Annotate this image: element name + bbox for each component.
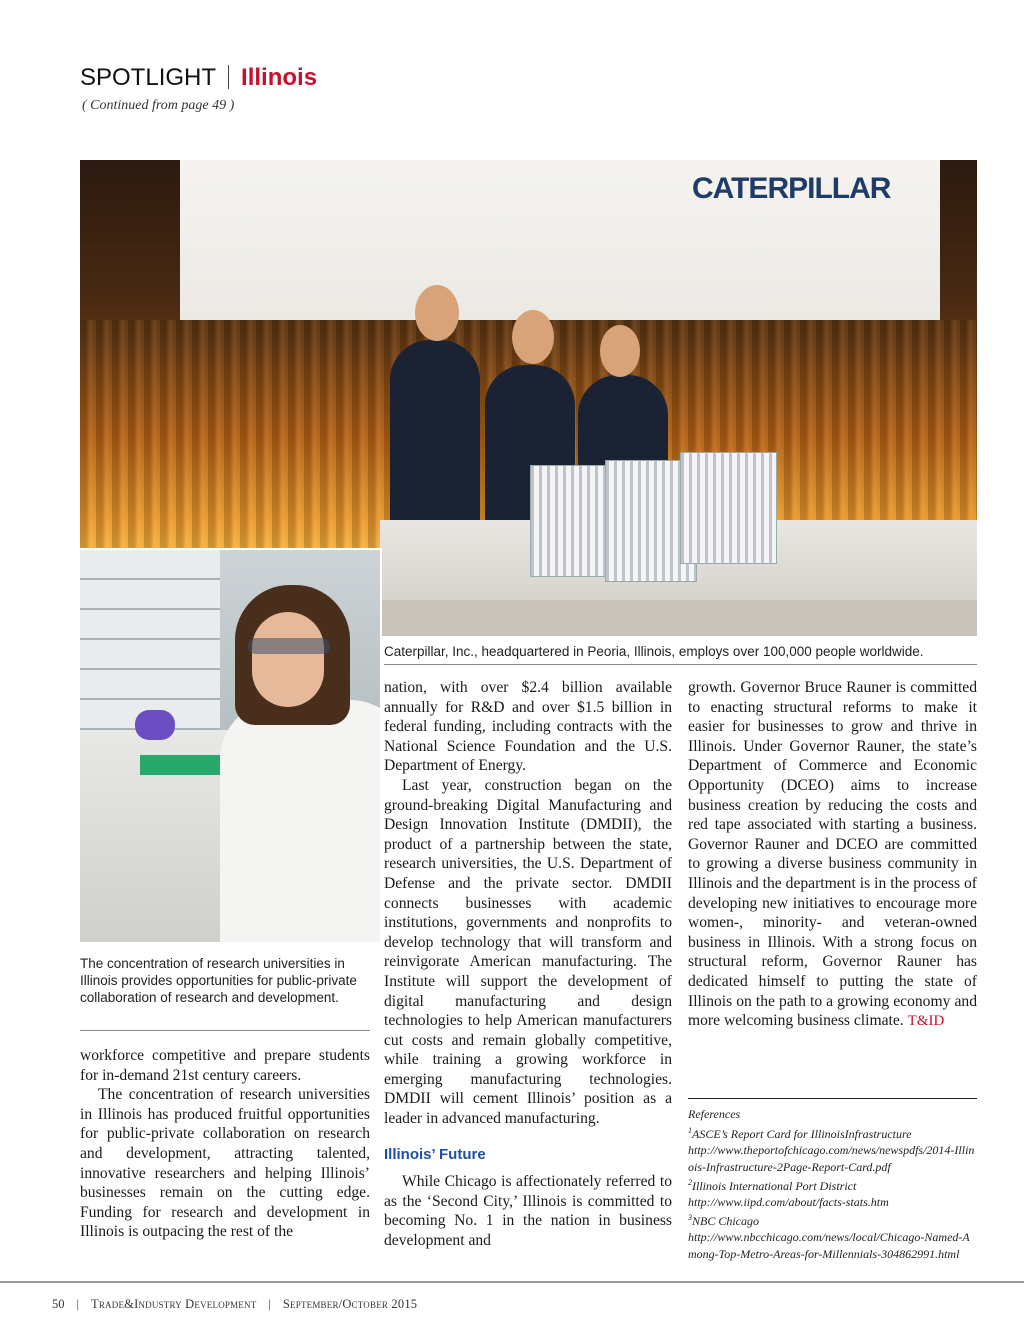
paragraph	[688, 678, 977, 1032]
reference-title: NBC Chicago	[692, 1214, 760, 1229]
header-divider	[228, 65, 229, 89]
paragraph: workforce competitive and prepare students for in-demand 21st century careers.	[80, 1047, 370, 1084]
safety-goggles	[248, 638, 330, 654]
paragraph: The concentration of research universities in Illinois has produced fruitful opportunities for public-private collaboration on research and development, attracting talented, innovative researchers and helping Illinois’ businesses remain on the cutting edge. Funding for research and development in Illinois is outpacing the rest of the	[80, 1086, 370, 1241]
references-title: References	[688, 1107, 741, 1121]
reference-number: 2	[688, 1177, 692, 1187]
footer-separator: |	[268, 1297, 271, 1311]
reference-number: 3	[688, 1213, 692, 1223]
lab-shelves	[80, 550, 220, 730]
state-label: Illinois	[241, 64, 318, 91]
page-footer	[52, 1297, 417, 1312]
inset-photo-caption: The concentration of research universities in Illinois provides opportunities for public-private collaboration of research and development.	[80, 956, 357, 1006]
researcher-face	[252, 612, 324, 707]
footer-rule	[0, 1281, 1024, 1283]
references-rule	[688, 1098, 977, 1099]
person-left-head	[415, 285, 459, 341]
reference-item	[688, 1175, 977, 1210]
body-column-3	[688, 678, 977, 1032]
section-header	[80, 64, 317, 92]
caption-rule	[384, 664, 977, 665]
purple-glove	[135, 710, 175, 740]
reference-item	[688, 1123, 977, 1175]
paragraph-text: growth. Governor Bruce Rauner is committed to enacting structural reforms to make it easier for businesses to grow and thrive in Illinois. Under Governor Rauner, the state’s Department of Commerce and Economic Opportunity (DCEO) aims to increase business creation by reducing the costs and red tape associated with starting a business. Governor Rauner and DCEO are committed to growing a diverse business community in Illinois and the department is in the process of developing new initiatives to encourage more women-, minority- and veteran-owned business in Illinois. With a strong focus on structural reform, Governor Rauner has dedicated himself to putting the state of Illinois on the path to a growing economy and more welcoming business climate.	[688, 679, 977, 1030]
paragraph: While Chicago is affectionately referred to as the ‘Second City,’ Illinois is committed to becoming No. 1 in the nation in business development and	[384, 1173, 672, 1250]
lab-coat	[220, 700, 382, 942]
person-right-head	[600, 325, 640, 377]
reference-number: 1	[688, 1126, 692, 1136]
reference-url[interactable]: http://www.iipd.com/about/facts-stats.htm	[688, 1195, 889, 1210]
body-column-1	[80, 1046, 370, 1242]
model-building	[680, 452, 777, 564]
model-building	[530, 465, 612, 577]
reference-url[interactable]: http://www.theportofchicago.com/news/newspdfs/2014-Illinois-Infrastructure-2Page-Report-Card.pdf	[688, 1143, 975, 1174]
person-center-head	[512, 310, 554, 364]
reference-url[interactable]: http://www.nbcchicago.com/news/local/Chicago-Named-Among-Top-Metro-Areas-for-Millennials-304862991.html	[688, 1230, 970, 1261]
reference-title: ASCE’s Report Card for IllinoisInfrastructure	[692, 1127, 912, 1142]
caterpillar-logo: CATERPILLAR	[692, 172, 891, 205]
sample-rack	[140, 755, 220, 775]
page-number: 50	[52, 1297, 65, 1311]
subheading: Illinois’ Future	[384, 1145, 486, 1163]
footer-separator: |	[76, 1297, 80, 1311]
reference-title: Illinois International Port District	[692, 1178, 857, 1193]
continued-note: ( Continued from page 49 )	[82, 98, 235, 113]
main-photo-caption: Caterpillar, Inc., headquartered in Peoria, Illinois, employs over 100,000 people worldwide.	[384, 644, 924, 659]
issue-date: September/October 2015	[282, 1297, 418, 1311]
references	[688, 1106, 977, 1262]
reference-item	[688, 1210, 977, 1262]
section-label: SPOTLIGHT	[80, 64, 217, 91]
paragraph: nation, with over $2.4 billion available annually for R&D and over $1.5 billion in federal funding, including contracts with the National Science Foundation and the U.S. Department of Energy.	[384, 679, 672, 775]
body-column-2	[384, 678, 672, 1251]
publication-name: Trade&Industry Development	[91, 1297, 257, 1311]
caption-rule	[80, 1030, 370, 1031]
lab-researcher-photo	[80, 548, 382, 942]
end-mark: T&ID	[907, 1013, 945, 1030]
paragraph: Last year, construction began on the ground-breaking Digital Manufacturing and Design Innovation Institute (DMDII), the product of a partnership between the state, research universities, the U.S. Department of Defense and the private sector. DMDII connects businesses with academic institutions, governments and nonprofits to develop technology that will transform and reinvigorate American manufacturing. The Institute will support the development of digital manufacturing and design technologies to help American manufacturers cut costs and remain globally competitive, while training a growing workforce in emerging manufacturing technologies. DMDII will cement Illinois’ position as a leader in advanced manufacturing.	[384, 776, 672, 1128]
